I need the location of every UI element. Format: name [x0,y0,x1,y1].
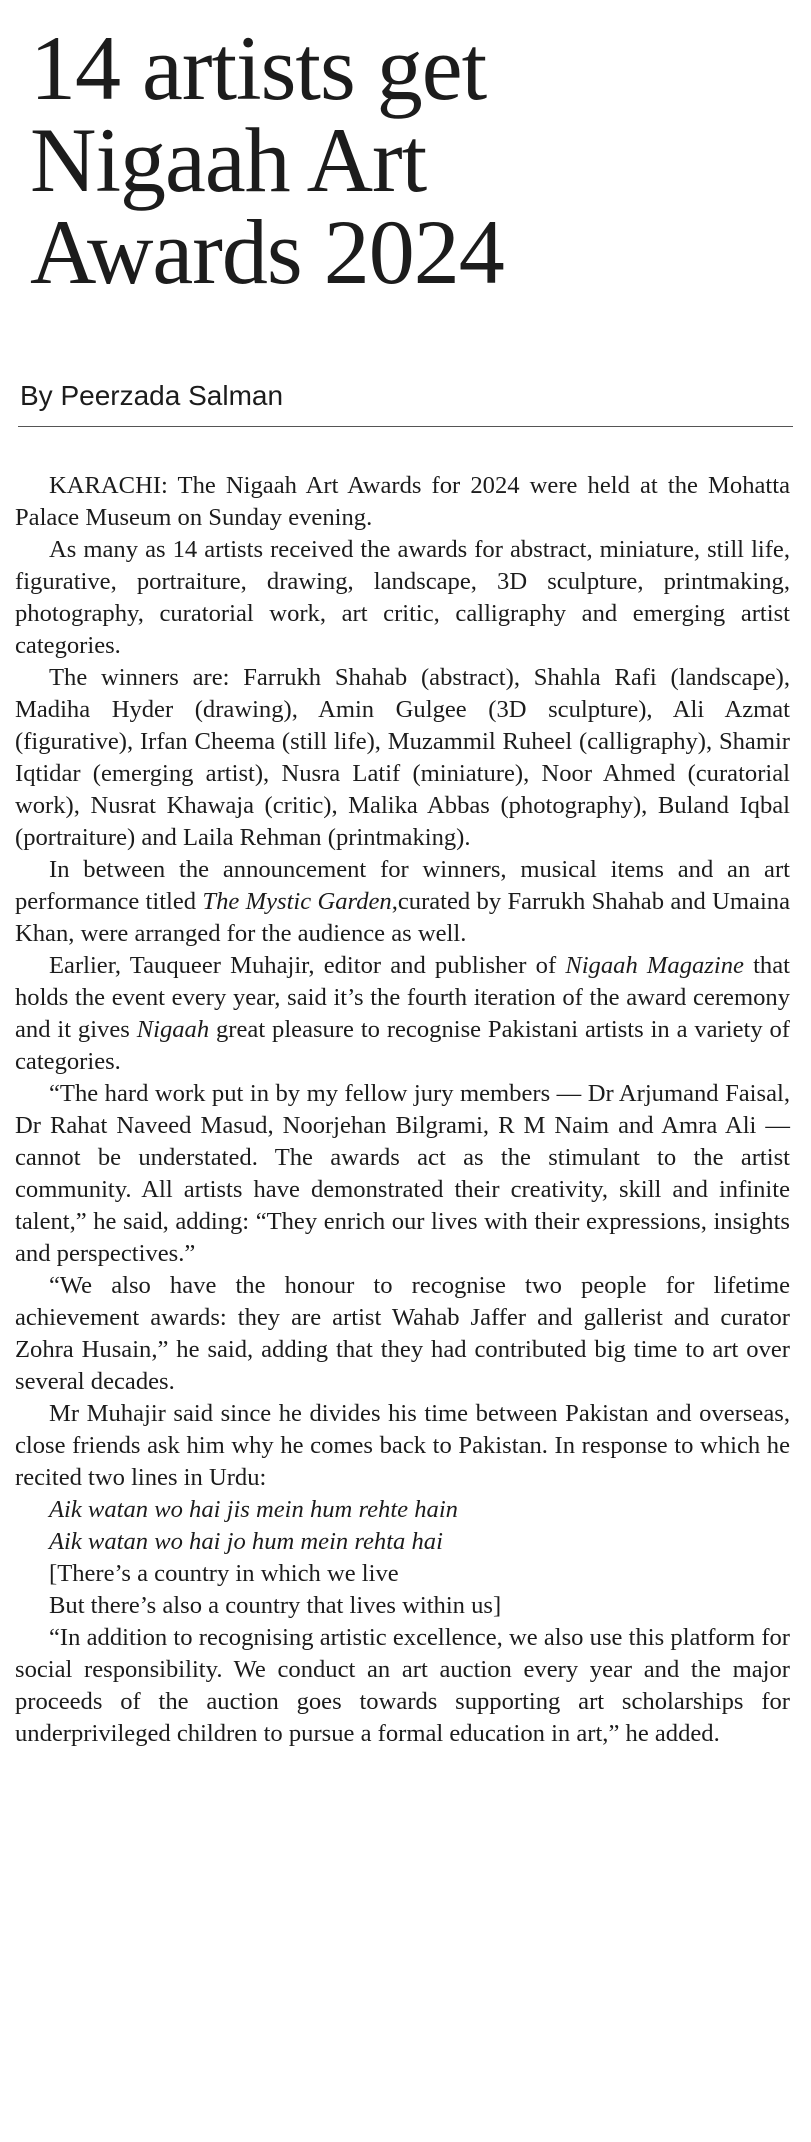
paragraph-performance-text-b: ,curated by Farrukh Shahab and Umaina Khan, were arranged for the audience as well. [15,888,790,947]
nigaah-name: Nigaah [136,1016,210,1043]
translation-line-2: But there’s also a country that lives within us] [49,1592,502,1619]
paragraph-urdu-intro: Mr Muhajir said since he divides his time between Pakistan and overseas, close friends ask him why he comes back to Pakistan. In response to which he recited two lines in Urdu: [15,1400,790,1491]
paragraph-lifetime-awards: “We also have the honour to recognise two people for lifetime achievement awards: they are artist Wahab Jaffer and gallerist and curator Zohra Husain,” he said, adding that they had contributed big time to art over several decades. [15,1272,790,1395]
byline-divider [18,426,793,427]
paragraph-editor-text-c: great pleasure to recognise Pakistani artists in a variety of categories. [15,1016,790,1075]
urdu-verse-line-2: Aik watan wo hai jo hum mein rehta hai [49,1528,443,1555]
paragraph-editor-text-b: that holds the event every year, said it’s the fourth iteration of the award ceremony and it gives [15,952,790,1043]
magazine-name: Nigaah Magazine [565,952,744,979]
paragraph-jury-quote: “The hard work put in by my fellow jury members — Dr Arjumand Faisal, Dr Rahat Naveed Masud, Noorjehan Bilgrami, R M Naim and Amra Ali — cannot be understated. The awards act as the stimulant to the artist community. All artists have demonstrated their creativity, skill and infinite talent,” he said, adding: “They enrich our lives with their expressions, insights and perspectives.” [15,1080,790,1267]
paragraph-performance [15,854,790,950]
byline: By Peerzada Salman [20,380,284,411]
headline-line-1: 14 artists get [30,17,487,119]
article-body [15,470,790,1750]
paragraph-winners: The winners are: Farrukh Shahab (abstract), Shahla Rafi (landscape), Madiha Hyder (drawing), Amin Gulgee (3D sculpture), Ali Azmat (figurative), Irfan Cheema (still life), Muzammil Ruheel (calligraphy), Shamir Iqtidar (emerging artist), Nusra Latif (miniature), Noor Ahmed (curatorial work), Nusrat Khawaja (critic), Malika Abbas (photography), Buland Iqbal (portraiture) and Laila Rehman (printmaking). [15,664,790,851]
paragraph-categories: As many as 14 artists received the awards for abstract, miniature, still life, figurative, portraiture, drawing, landscape, 3D sculpture, printmaking, photography, curatorial work, art critic, calligraphy and emerging artist categories. [15,536,790,659]
paragraph-performance-text-a: In between the announcement for winners, musical items and an art performance titled [15,856,790,915]
urdu-verse-line-1: Aik watan wo hai jis mein hum rehte hain [49,1496,458,1523]
headline-line-2: Nigaah Art [30,109,427,211]
headline-line-3: Awards 2024 [30,201,504,303]
paragraph-editor [15,950,790,1078]
headline [30,17,790,303]
paragraph-editor-text-a: Earlier, Tauqueer Muhajir, editor and publisher of [49,952,566,979]
paragraph-social-responsibility: “In addition to recognising artistic excellence, we also use this platform for social responsibility. We conduct an art auction every year and the major proceeds of the auction goes towards supporting art scholarships for underprivileged children to pursue a formal education in art,” he added. [15,1624,790,1747]
paragraph-dateline: KARACHI: The Nigaah Art Awards for 2024 were held at the Mohatta Palace Museum on Sunday evening. [15,472,790,531]
performance-title: The Mystic Garden [202,888,392,915]
translation-line-1: [There’s a country in which we live [49,1560,399,1587]
